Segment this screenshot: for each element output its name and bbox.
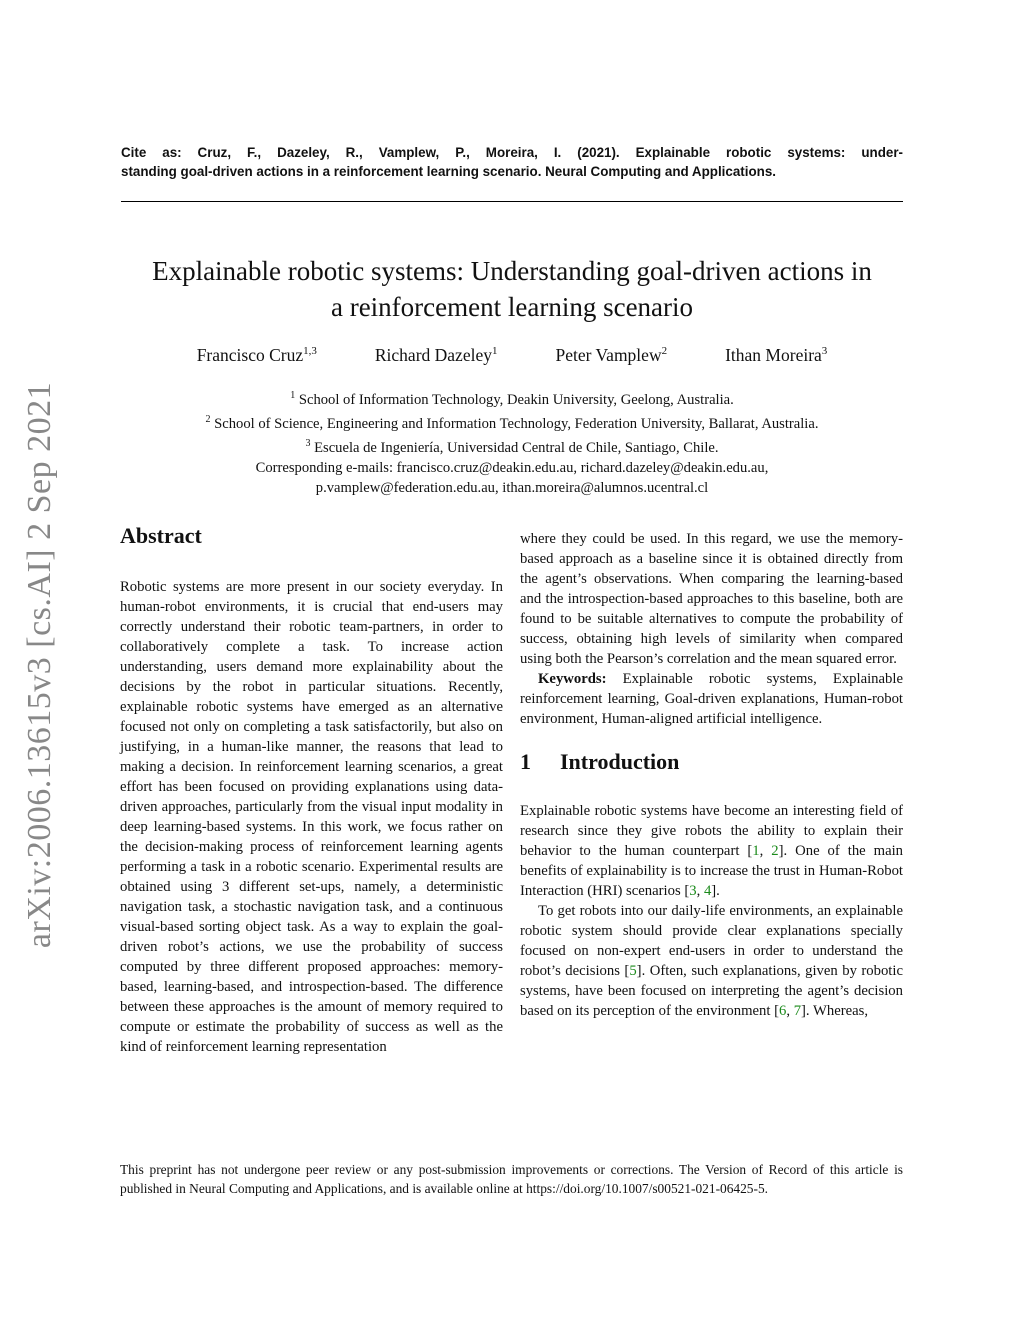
- keywords-text: Explainable robotic systems, Explainable reinforcement learning, Goal-driven explanations, Human-robot environment, Human-aligned artificial intelligence.: [520, 671, 903, 727]
- citation-line-2: standing goal-driven actions in a reinforcement learning scenario. Neural Computing and Applications.: [121, 164, 777, 179]
- author-list: [121, 345, 903, 366]
- affiliation-sup: 1: [290, 390, 296, 401]
- citation-link[interactable]: 6: [779, 1003, 787, 1019]
- affiliation-sup: 2: [205, 413, 211, 425]
- author-affil-sup: 2: [661, 345, 668, 358]
- email-line-1: Corresponding e-mails: francisco.cruz@deakin.edu.au, richard.dazeley@deakin.edu.au,: [255, 459, 769, 476]
- affiliation-sup: 3: [305, 437, 311, 449]
- author-affil-sup: 1,3: [303, 345, 317, 358]
- author: [555, 345, 667, 366]
- section-title: Introduction: [560, 749, 680, 774]
- section-number: 1: [520, 749, 531, 774]
- intro-text: ]. Whereas,: [801, 1003, 869, 1019]
- keywords-label: Keywords:: [538, 671, 607, 687]
- abstract-body: Robotic systems are more present in our society everyday. In human-robot environments, it is crucial that end-users may correctly understand their robotic team-partners, in order to collaboratively complete a task. To increase action understanding, users demand more explainability about the decisions by the robot in particular situations. Recently, explainable robotic systems have emerged as an alternative focused not only on completing a task satisfactorily, but also on justifying, in a human-like manner, the reasons that lead to making a decision. In reinforcement learning scenarios, a great effort has been focused on providing explanations using data-driven approaches, particularly from the visual input modality in deep learning-based systems. In this work, we focus rather on the decision-making process of reinforcement learning agents performing a task in a robotic scenario. Experimental results are obtained using 3 different set-ups, namely, a deterministic navigation task, a stochastic navigation task, and a continuous visual-based sorting object task. As a way to explain the goal-driven robot’s actions, we use the probability of success computed by three different proposed approaches: memory-based, learning-based, and introspection-based. The difference between these approaches is the amount of memory required to compute or estimate the probability of success as well as the kind of reinforcement learning representation: [120, 579, 503, 1055]
- author: [197, 345, 317, 366]
- header-rule: [121, 201, 903, 202]
- citation-link[interactable]: 5: [629, 963, 637, 979]
- author: [725, 345, 827, 366]
- affiliation: [121, 386, 903, 410]
- citation-link[interactable]: 4: [703, 883, 712, 899]
- title-line-2: a reinforcement learning scenario: [330, 292, 694, 322]
- citation-line-1: Cite as: Cruz, F., Dazeley, R., Vamplew, P., Moreira, I. (2021). Explainable robotic systems: under-: [121, 145, 903, 160]
- citation-link[interactable]: 7: [793, 1003, 802, 1019]
- citation-link[interactable]: 2: [771, 843, 779, 859]
- author-affil-sup: 3: [821, 345, 828, 358]
- affiliations: [121, 386, 903, 498]
- intro-text: ].: [711, 883, 720, 899]
- keywords: [520, 669, 903, 729]
- intro-text: Explainable robotic systems have become an interesting field of research since they give robots the ability to explain their behavior to the human counterpart [: [520, 803, 903, 859]
- title-line-1: Explainable robotic systems: Understanding goal-driven actions in: [152, 256, 872, 286]
- citation-link[interactable]: 1: [752, 843, 760, 859]
- section-heading-introduction: [520, 746, 903, 778]
- author-name: Francisco Cruz: [196, 345, 304, 365]
- citation-header: [121, 143, 903, 181]
- paper-title: [100, 253, 924, 325]
- intro-text: ]. Often, such explanations, given by robotic systems, have been focused on interpreting the agent’s decision based on its perception of the environment [: [520, 963, 903, 1019]
- intro-text: ]. One of the main benefits of explainability is to increase the trust in Human-Robot Interaction (HRI) scenarios [: [520, 843, 904, 899]
- abstract-body-continued: where they could be used. In this regard, we use the memory-based approach as a baseline since it is obtained directly from the agent’s observations. When comparing the learning-based and the introspection-based approaches to this baseline, both are found to be suitable alternatives to compute the probability of success, obtaining high levels of similarity when compared using both the Pearson’s correlation and the mean squared error.: [520, 531, 903, 667]
- left-column: [120, 520, 503, 1057]
- intro-paragraph-1: Explainable robotic systems have become an interesting field of research since they give robots the ability to explain their behavior to the human counterpart [1, 2]. One of the main benefits of explainability is to increase the trust in Human-Robot Interaction (HRI) scenarios [3, 4].: [520, 803, 904, 899]
- author-affil-sup: 1: [491, 345, 498, 358]
- affiliation: [121, 434, 903, 458]
- preprint-footnote: This preprint has not undergone peer review or any post-submission improvements or corrections. The Version of Record of this article is published in Neural Computing and Applications, and is available online at https://doi.org/10.1007/s00521-021-06425-5.: [120, 1162, 903, 1196]
- affiliation-text: Escuela de Ingeniería, Universidad Central de Chile, Santiago, Chile.: [314, 439, 719, 456]
- arxiv-id-label: arXiv:2006.13615v3 [cs.AI] 2 Sep 2021: [21, 381, 58, 949]
- affiliation-text: School of Science, Engineering and Information Technology, Federation University, Ballarat, Australia.: [214, 415, 819, 432]
- abstract-heading: Abstract: [120, 523, 202, 548]
- intro-paragraph-2: To get robots into our daily-life environments, an explainable robotic system should provide clear explanations specially focused on non-expert end-users in order to understand the robot’s decisions [5]. Often, such explanations, given by robotic systems, have been focused on interpreting the agent’s decision based on its perception of the environment [6, 7]. Whereas,: [520, 903, 903, 1019]
- author: [375, 345, 498, 366]
- author-name: Peter Vamplew: [555, 345, 662, 365]
- right-column: [520, 529, 903, 1021]
- affiliation-text: School of Information Technology, Deakin University, Geelong, Australia.: [298, 391, 734, 408]
- affiliation: [121, 410, 903, 434]
- author-name: Ithan Moreira: [725, 345, 822, 365]
- citation-link[interactable]: 3: [689, 883, 697, 899]
- author-name: Richard Dazeley: [374, 345, 492, 365]
- intro-text: To get robots into our daily-life environments, an explainable robotic system should provide clear explanations specially focused on non-expert end-users in order to understand the robot’s decisions [: [520, 903, 903, 979]
- email-line-2: p.vamplew@federation.edu.au, ithan.moreira@alumnos.ucentral.cl: [315, 479, 709, 496]
